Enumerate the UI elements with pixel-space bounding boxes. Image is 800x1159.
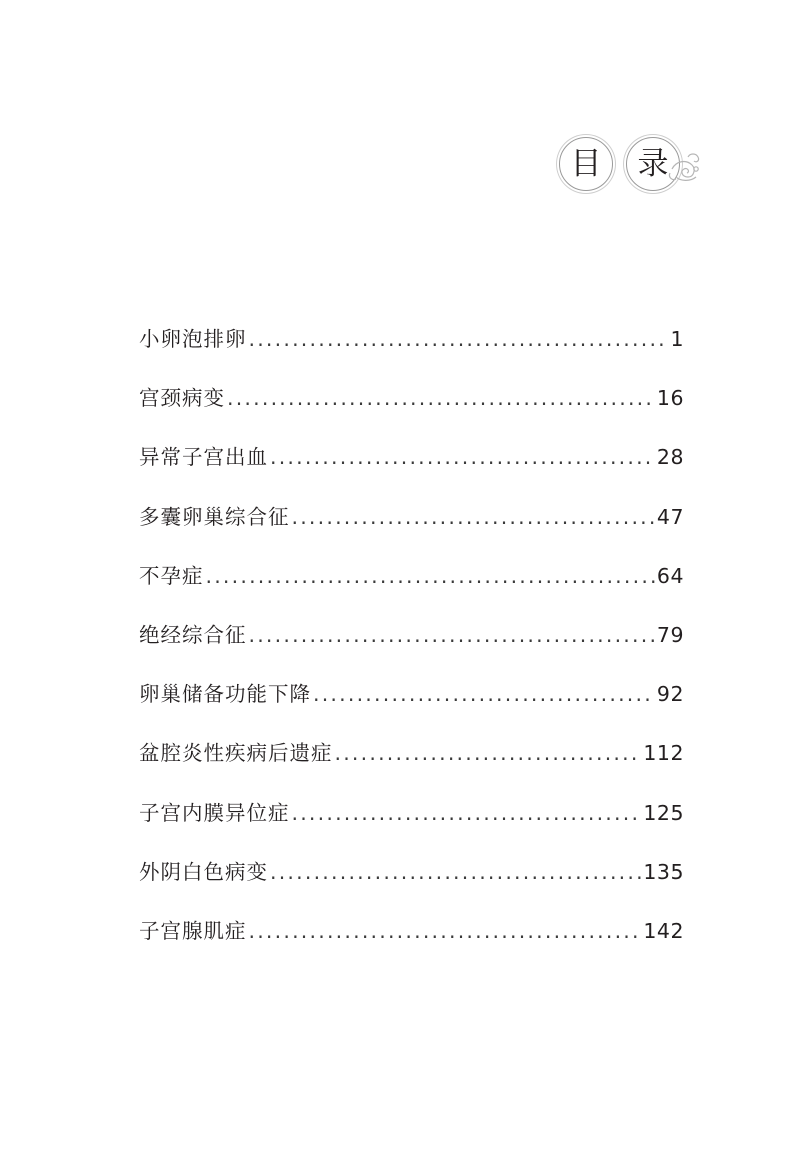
toc-entry-page: 1 [670,327,684,351]
toc-entry-title: 绝经综合征 [139,622,247,647]
toc-entry-title: 外阴白色病变 [139,859,268,884]
toc-entry[interactable] [139,855,684,914]
toc-entry-page: 135 [643,859,684,884]
toc-entry[interactable] [139,677,684,736]
toc-entry-page: 125 [643,800,684,825]
toc-entry-title: 不孕症 [139,563,204,588]
toc-entry-title: 盆腔炎性疾病后遗症 [139,741,333,766]
toc-entry[interactable] [139,322,684,381]
toc-entry-page: 92 [656,682,684,707]
toc-entry-page: 142 [643,918,684,943]
toc-heading [556,137,706,193]
toc-leader-dots [249,623,655,647]
toc-entry-page: 112 [643,741,684,766]
heading-char-mu: 目 [559,137,613,191]
toc-leader-dots [292,801,642,825]
toc-entry-title: 异常子宫出血 [139,445,268,470]
toc-entry[interactable] [139,618,684,677]
toc-leader-dots [292,505,655,529]
heading-char-lu: 录 [626,137,680,191]
toc-entry-page: 16 [656,386,684,411]
toc-leader-dots [249,327,669,351]
toc-leader-dots [270,860,641,884]
table-of-contents [139,322,684,973]
toc-entry-title: 小卵泡排卵 [139,327,247,351]
toc-entry-title: 卵巢储备功能下降 [139,682,311,707]
toc-entry[interactable] [139,500,684,559]
toc-entry-page: 28 [656,445,684,470]
toc-leader-dots [227,386,655,410]
toc-entry[interactable] [139,559,684,618]
toc-leader-dots [335,741,642,765]
toc-entry-page: 47 [656,504,684,529]
toc-entry-page: 64 [656,563,684,588]
toc-entry[interactable] [139,796,684,855]
toc-entry[interactable] [139,381,684,440]
toc-leader-dots [270,445,655,469]
toc-leader-dots [206,564,655,588]
toc-entry-title: 多囊卵巢综合征 [139,504,290,529]
toc-entry[interactable] [139,440,684,499]
toc-entry-page: 79 [656,622,684,647]
toc-leader-dots [313,682,655,706]
toc-entry[interactable] [139,736,684,795]
floral-ornament-icon [666,147,702,185]
toc-entry-title: 子宫内膜异位症 [139,800,290,825]
toc-entry-title: 宫颈病变 [139,386,225,411]
toc-entry-title: 子宫腺肌症 [139,918,247,943]
toc-leader-dots [249,919,642,943]
toc-entry[interactable] [139,914,684,973]
